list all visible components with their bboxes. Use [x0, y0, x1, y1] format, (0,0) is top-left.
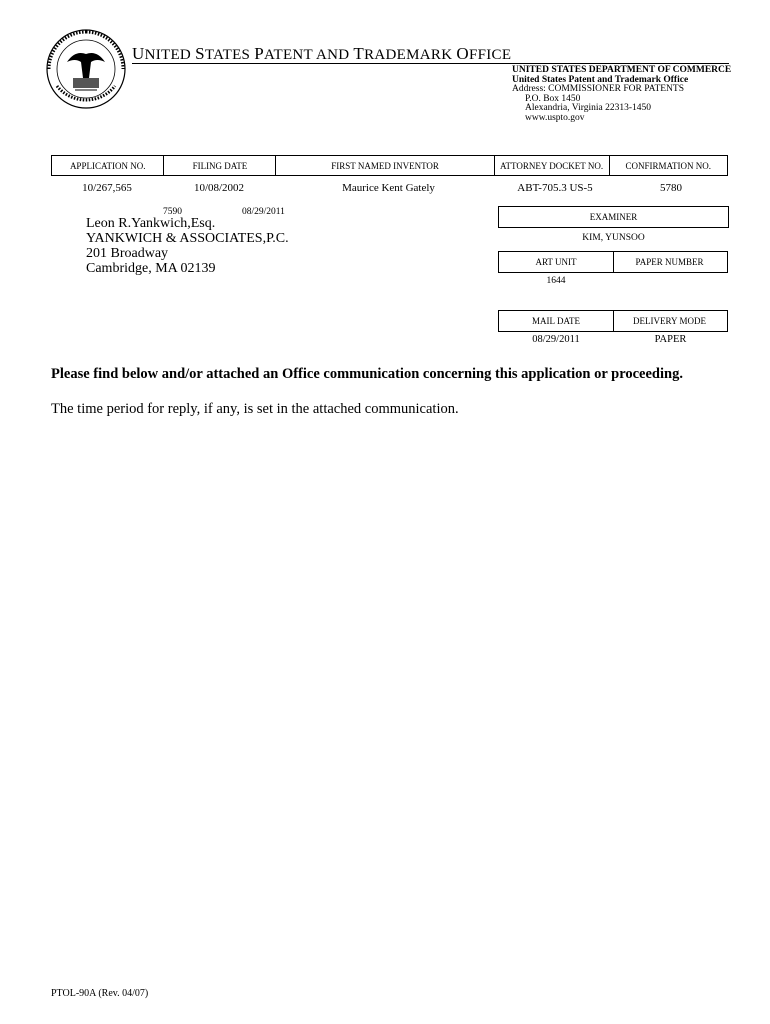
- delivery-mode-label: DELIVERY MODE: [612, 310, 728, 332]
- col-filing-date: FILING DATE: [164, 156, 276, 176]
- mail-date-label: MAIL DATE: [498, 310, 614, 332]
- col-first-named-inventor: FIRST NAMED INVENTOR: [276, 156, 494, 176]
- addressee-firm: YANKWICH & ASSOCIATES,P.C.: [86, 231, 289, 246]
- uspto-seal-icon: [45, 28, 127, 110]
- addressee-city: Cambridge, MA 02139: [86, 261, 216, 276]
- dept-line-2: United States Patent and Trademark Office: [512, 74, 689, 85]
- examiner-label: EXAMINER: [498, 206, 729, 228]
- col-confirmation-no: CONFIRMATION NO.: [609, 156, 728, 176]
- addressee-street: 201 Broadway: [86, 246, 169, 261]
- form-identifier: PTOL-90A (Rev. 04/07): [51, 988, 149, 999]
- dept-line-1: UNITED STATES DEPARTMENT OF COMMERCE: [512, 65, 732, 75]
- address-line-1: Address: COMMISSIONER FOR PATENTS: [512, 84, 685, 94]
- value-confirmation-no: 5780: [660, 182, 682, 194]
- value-first-named-inventor: Maurice Kent Gately: [342, 182, 435, 194]
- customer-number: 7590: [163, 207, 182, 217]
- mail-date-value: 08/29/2011: [532, 334, 580, 345]
- paper-number-label: PAPER NUMBER: [612, 251, 728, 273]
- address-line-3: Alexandria, Virginia 22313-1450: [525, 103, 651, 113]
- value-application-no: 10/267,565: [82, 182, 132, 194]
- office-communication-notice: Please find below and/or attached an Office communication concerning this application or proceeding.: [51, 366, 683, 382]
- delivery-mode-value: PAPER: [654, 334, 687, 345]
- art-unit-label: ART UNIT: [498, 251, 614, 273]
- address-line-2: P.O. Box 1450: [525, 93, 581, 104]
- header-rule: [132, 63, 729, 64]
- col-application-no: APPLICATION NO.: [52, 156, 164, 176]
- value-attorney-docket-no: ABT-705.3 US-5: [517, 182, 593, 194]
- office-title: UNITED STATES PATENT AND TRADEMARK OFFICE: [132, 44, 512, 63]
- address-line-4: www.uspto.gov: [525, 112, 585, 123]
- examiner-value: KIM, YUNSOO: [582, 233, 645, 243]
- art-unit-value: 1644: [546, 276, 566, 286]
- department-block: [512, 66, 731, 123]
- correspondence-date: 08/29/2011: [242, 207, 285, 217]
- value-filing-date: 10/08/2002: [193, 182, 245, 194]
- addressee-name: Leon R.Yankwich,Esq.: [86, 216, 216, 231]
- application-header-table: [51, 155, 728, 176]
- correspondence-address: [86, 216, 289, 276]
- reply-period-text: The time period for reply, if any, is set in the attached communication.: [51, 401, 459, 417]
- col-attorney-docket-no: ATTORNEY DOCKET NO.: [494, 156, 609, 176]
